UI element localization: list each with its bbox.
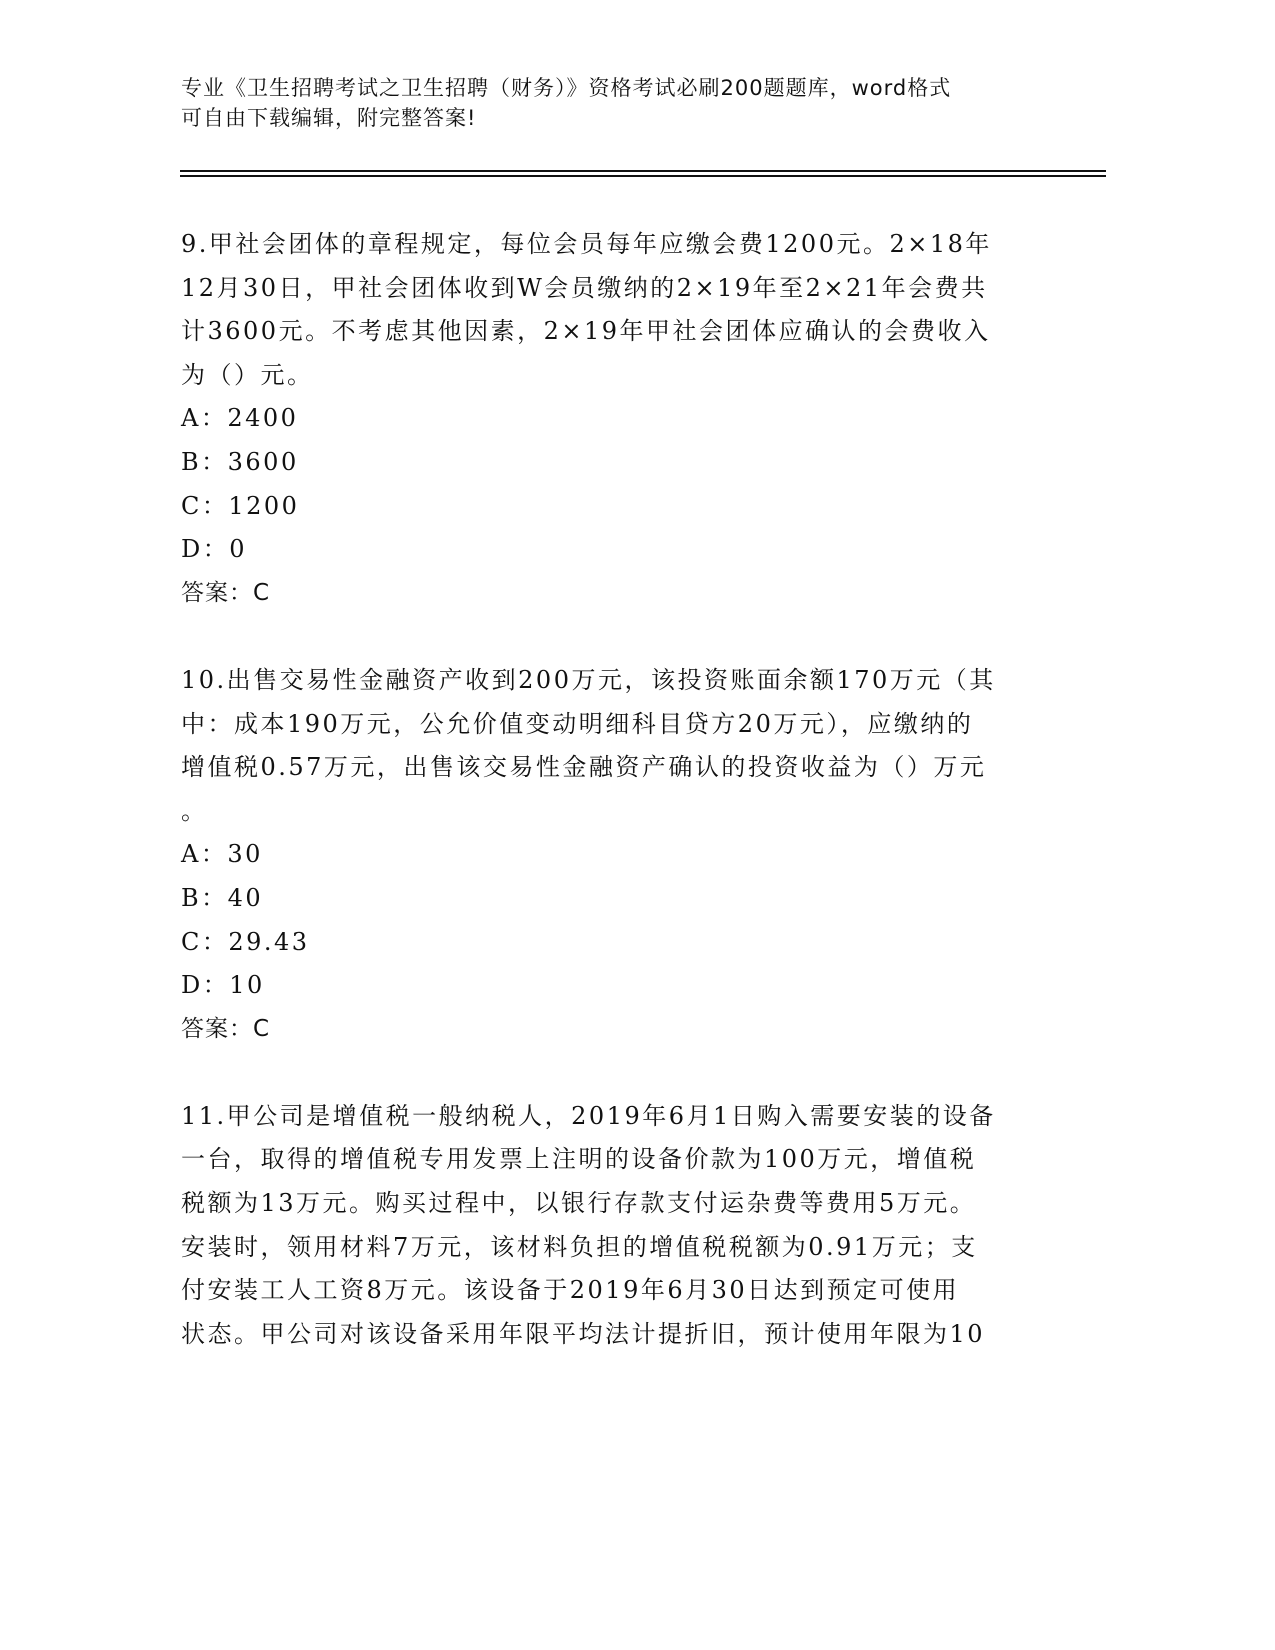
question-stem-line: 9.甲社会团体的章程规定，每位会员每年应缴会费1200元。2×18年 xyxy=(181,230,992,258)
header-divider-bottom xyxy=(180,175,1106,177)
question-stem-line: 中：成本190万元，公允价值变动明细科目贷方20万元），应缴纳的 xyxy=(181,709,974,738)
answer: 答案：C xyxy=(181,1015,271,1042)
question-stem-line: 付安装工人工资8万元。该设备于2019年6月30日达到预定可使用 xyxy=(181,1276,960,1305)
option-d: D：0 xyxy=(181,535,248,564)
option-a: A：30 xyxy=(181,840,263,869)
answer: 答案：C xyxy=(181,579,271,606)
option-c: C：1200 xyxy=(181,491,300,520)
question-stem-line: 增值税0.57万元，出售该交易性金融资产确认的投资收益为（）万元 xyxy=(181,753,987,782)
question-stem-line: 。 xyxy=(181,796,208,825)
question-stem-line: 安装时，领用材料7万元，该材料负担的增值税税额为0.91万元；支 xyxy=(181,1232,978,1261)
header-line-2: 可自由下载编辑，附完整答案! xyxy=(181,106,477,130)
question-list xyxy=(181,223,1041,1356)
document-header xyxy=(181,73,951,133)
question-stem-line: 11.甲公司是增值税一般纳税人，2019年6月1日购入需要安装的设备 xyxy=(181,1101,996,1130)
question-stem-line: 计3600元。不考虑其他因素，2×19年甲社会团体应确认的会费收入 xyxy=(181,317,991,346)
option-b: B：3600 xyxy=(181,447,299,476)
question-stem-line: 12月30日，甲社会团体收到W会员缴纳的2×19年至2×21年会费共 xyxy=(181,273,988,302)
option-a: A：2400 xyxy=(181,404,299,433)
question-stem-line: 为（）元。 xyxy=(181,360,314,389)
question-stem-line: 税额为13万元。购买过程中，以银行存款支付运杂费等费用5万元。 xyxy=(181,1189,977,1218)
option-c: C：29.43 xyxy=(181,927,310,956)
option-b: B：40 xyxy=(181,883,264,912)
question-11 xyxy=(181,1095,1041,1357)
question-10 xyxy=(181,659,1041,1051)
question-stem-line: 10.出售交易性金融资产收到200万元，该投资账面余额170万元（其 xyxy=(181,665,996,694)
question-9 xyxy=(181,223,1041,615)
header-divider-top xyxy=(180,170,1106,172)
question-stem-line: 状态。甲公司对该设备采用年限平均法计提折旧，预计使用年限为10 xyxy=(181,1319,986,1348)
question-stem-line: 一台，取得的增值税专用发票上注明的设备价款为100万元，增值税 xyxy=(181,1145,977,1174)
option-d: D：10 xyxy=(181,971,265,1000)
header-line-1: 专业《卫生招聘考试之卫生招聘（财务）》资格考试必刷200题题库，word格式 xyxy=(181,76,952,100)
